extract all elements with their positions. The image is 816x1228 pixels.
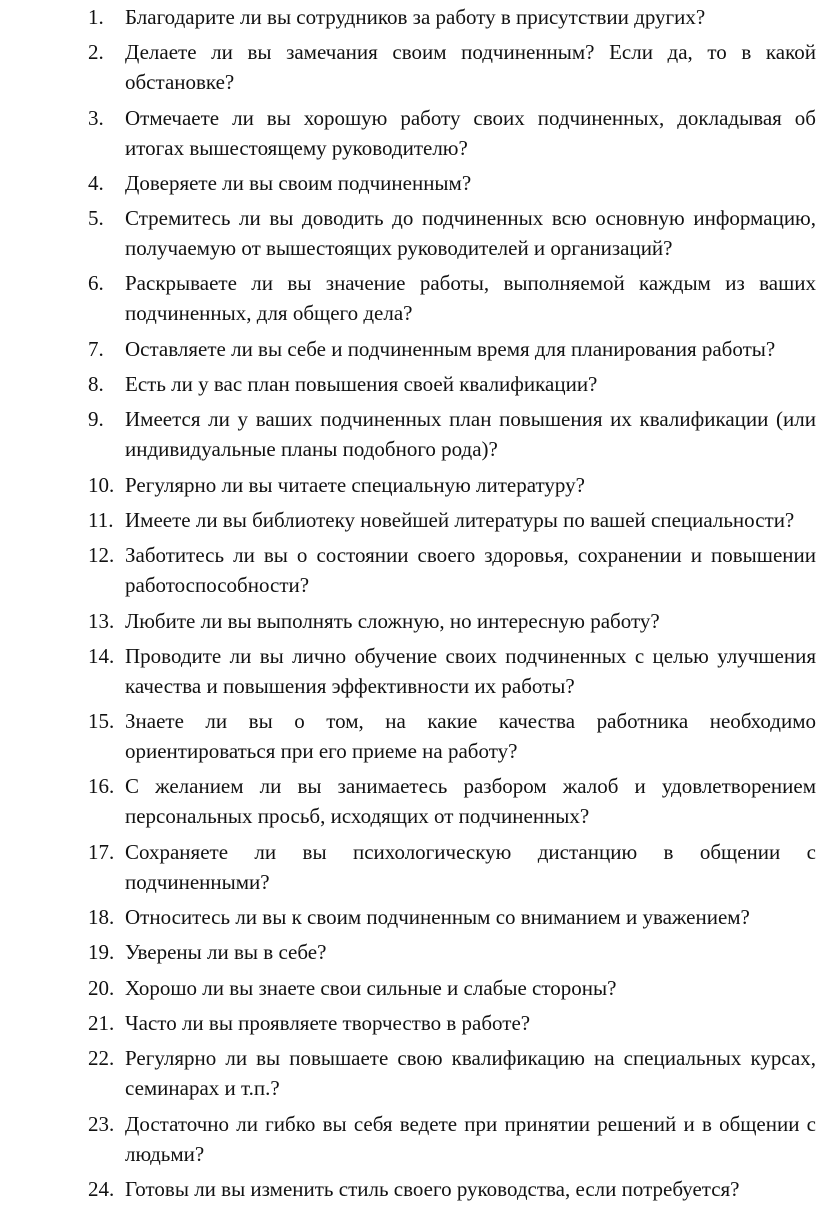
item-text: Благодарите ли вы сотрудников за работу в присутствии других? <box>125 5 706 29</box>
item-number: 6. <box>88 271 104 296</box>
item-text: Часто ли вы проявляете творчество в работе? <box>125 1010 531 1035</box>
list-item <box>88 369 816 399</box>
list-item <box>88 470 816 500</box>
item-text: Заботитесь ли вы о состоянии своего здоровья, сохранении и повышении работоспособности? <box>125 543 816 598</box>
list-item <box>88 268 816 328</box>
list-item <box>88 203 816 263</box>
item-number: 9. <box>88 407 104 432</box>
list-item <box>88 1043 816 1103</box>
list-item <box>88 168 816 198</box>
item-number: 22. <box>88 1046 115 1071</box>
item-number: 18. <box>88 905 115 930</box>
item-text: Стремитесь ли вы доводить до подчиненных всю основную информацию, получаемую от вышестоящих руководителей и организаций? <box>125 206 816 261</box>
item-number: 11. <box>88 507 114 532</box>
list-item <box>88 404 816 464</box>
item-number: 24. <box>88 1176 115 1201</box>
item-number: 19. <box>88 940 115 965</box>
item-number: 20. <box>88 975 115 1000</box>
item-number: 15. <box>88 709 115 734</box>
item-number: 10. <box>88 472 115 497</box>
list-item <box>88 837 816 897</box>
question-list <box>88 2 816 1209</box>
item-text: Оставляете ли вы себе и подчиненным время для планирования работы? <box>125 336 776 361</box>
item-text: Имеется ли у ваших подчиненных план повышения их квалификации (или индивидуальные планы подобного рода)? <box>125 407 816 462</box>
item-number: 21. <box>88 1010 115 1035</box>
list-item <box>88 771 816 831</box>
item-number: 14. <box>88 643 115 668</box>
item-text: Уверены ли вы в себе? <box>125 940 327 965</box>
list-item <box>88 1109 816 1169</box>
item-text: Относитесь ли вы к своим подчиненным со вниманием и уважением? <box>125 905 750 930</box>
item-text: Сохраняете ли вы психологическую дистанцию в общении с подчиненными? <box>125 839 816 894</box>
item-text: Знаете ли вы о том, на какие качества работника необходимо ориентироваться при его приеме на работу? <box>125 709 816 764</box>
list-item <box>88 606 816 636</box>
item-text: Доверяете ли вы своим подчиненным? <box>125 170 472 195</box>
item-text: Делаете ли вы замечания своим подчиненным? Если да, то в какой обстановке? <box>125 40 816 95</box>
list-item <box>88 641 816 701</box>
list-item <box>88 103 816 163</box>
item-text: Готовы ли вы изменить стиль своего руководства, если потребуется? <box>125 1176 740 1201</box>
item-text: Отмечаете ли вы хорошую работу своих подчиненных, докладывая об итогах вышестоящему руководителю? <box>125 105 816 160</box>
item-number: 7. <box>88 336 104 361</box>
item-number: 2. <box>88 40 104 65</box>
list-item <box>88 540 816 600</box>
list-item <box>88 706 816 766</box>
list-item <box>88 334 816 364</box>
item-text: Есть ли у вас план повышения своей квалификации? <box>125 372 598 397</box>
item-number: 8. <box>88 372 104 397</box>
item-text: С желанием ли вы занимаетесь разбором жалоб и удовлетворением персональных просьб, исходящих от подчиненных? <box>125 774 816 829</box>
list-item <box>88 505 816 535</box>
item-text: Раскрываете ли вы значение работы, выполняемой каждым из ваших подчиненных, для общего дела? <box>125 271 816 326</box>
list-item <box>88 902 816 932</box>
item-number: 5. <box>88 206 104 231</box>
item-text: Любите ли вы выполнять сложную, но интересную работу? <box>125 608 660 633</box>
item-text: Регулярно ли вы читаете специальную литературу? <box>125 472 585 497</box>
list-item <box>88 1174 816 1204</box>
item-number: 13. <box>88 608 115 633</box>
item-number: 1. <box>88 5 104 29</box>
item-text: Достаточно ли гибко вы себя ведете при принятии решений и в общении с людьми? <box>125 1111 816 1166</box>
item-text: Проводите ли вы лично обучение своих подчиненных с целью улучшения качества и повышения эффективности их работы? <box>125 643 816 698</box>
item-number: 23. <box>88 1111 115 1136</box>
item-text: Хорошо ли вы знаете свои сильные и слабые стороны? <box>125 975 617 1000</box>
item-number: 16. <box>88 774 115 799</box>
list-item <box>88 2 816 32</box>
list-item <box>88 1008 816 1038</box>
item-text: Имеете ли вы библиотеку новейшей литературы по вашей специальности? <box>125 507 795 532</box>
list-item <box>88 37 816 97</box>
list-item <box>88 937 816 967</box>
item-number: 4. <box>88 170 104 195</box>
item-text: Регулярно ли вы повышаете свою квалификацию на специальных курсах, семинарах и т.п.? <box>125 1046 816 1101</box>
item-number: 3. <box>88 105 104 130</box>
item-number: 17. <box>88 839 115 864</box>
item-number: 12. <box>88 543 115 568</box>
list-item <box>88 973 816 1003</box>
